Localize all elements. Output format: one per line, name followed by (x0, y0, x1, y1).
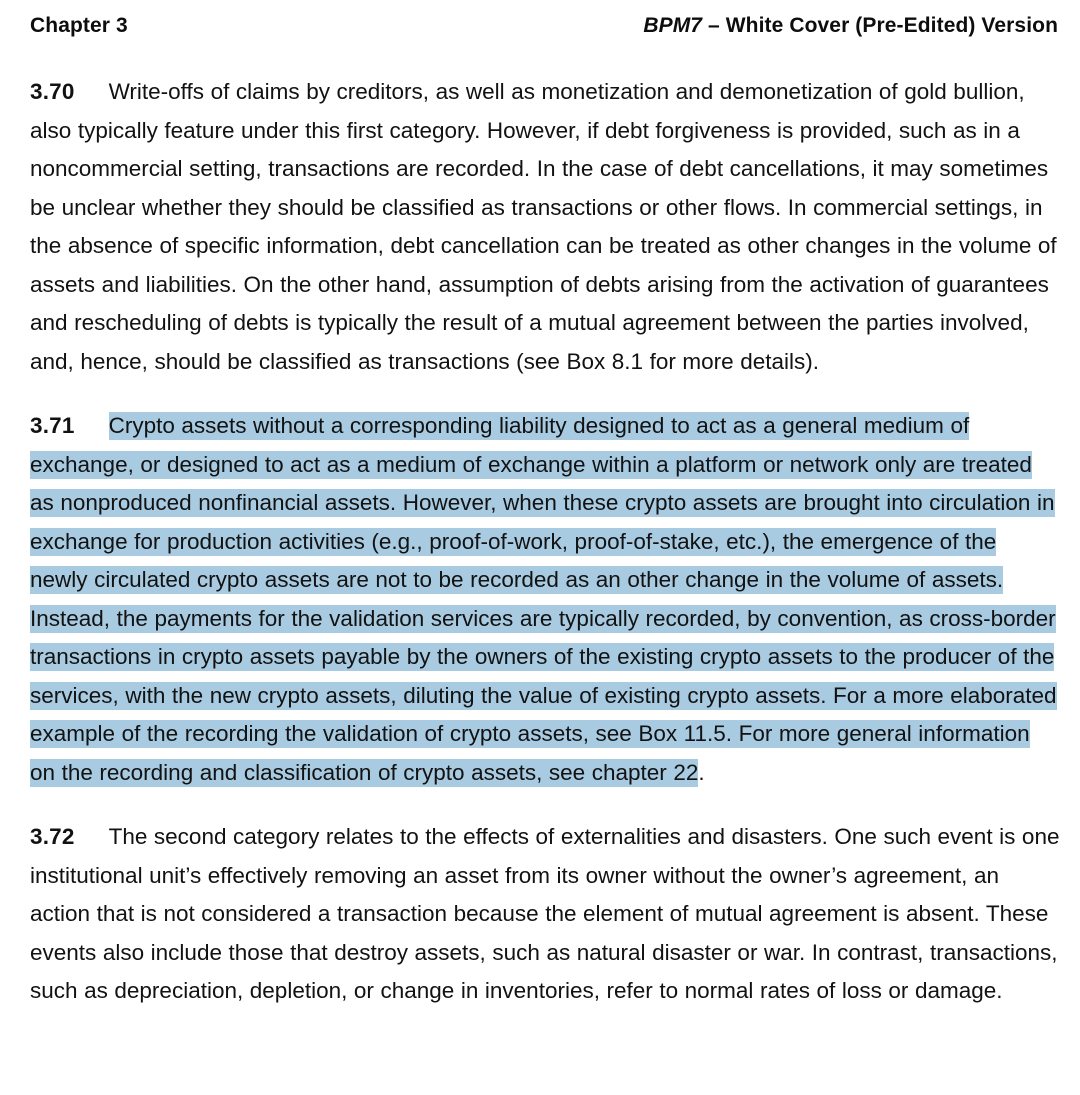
running-head-edition: – White Cover (Pre-Edited) Version (702, 14, 1058, 37)
paragraph-number-3-70: 3.70 (30, 79, 75, 104)
paragraph-3-70 (30, 44, 1060, 381)
running-head-publication: BPM7 (643, 14, 703, 37)
paragraph-3-72-text: The second category relates to the effects of externalities and disasters. One such event is one institutional unit’s effectively removing an asset from its owner without the owner’s agreement, an action that is not considered a transaction because the element of mutual agreement is absent. These events also include those that destroy assets, such as natural disaster or war. In contrast, transactions, such as depreciation, depletion, or change in inventories, refer to normal rates of loss or damage. (30, 824, 1060, 1003)
paragraph-number-3-72: 3.72 (30, 824, 75, 849)
running-head (0, 0, 1080, 44)
paragraph-3-72 (30, 818, 1060, 1011)
paragraph-3-70-text: Write-offs of claims by creditors, as well as monetization and demonetization of gold bullion, also typically feature under this first category. However, if debt forgiveness is provided, such as in a noncommercial setting, transactions are recorded. In the case of debt cancellations, it may sometimes be unclear whether they should be classified as transactions or other flows. In commercial settings, in the absence of specific information, debt cancellation can be treated as other changes in the volume of assets and liabilities. On the other hand, assumption of debts arising from the activation of guarantees and rescheduling of debts is typically the result of a mutual agreement between the parties involved, and, hence, should be classified as transactions (see Box 8.1 for more details). (30, 79, 1057, 374)
paragraph-number-3-71: 3.71 (30, 413, 75, 438)
running-head-right (643, 14, 1058, 38)
highlighted-text-3-71: Crypto assets without a corresponding liability designed to act as a general medium of exchange, or designed to act as a medium of exchange within a platform or network only are treated as nonproduced nonfinancial assets. However, when these crypto assets are brought into circulation in exchange for production activities (e.g., proof-of-work, proof-of-stake, etc.), the emergence of the newly circulated crypto assets are not to be recorded as an other change in the volume of assets. Instead, the payments for the validation services are typically recorded, by convention, as cross-border transactions in crypto assets payable by the owners of the existing crypto assets to the producer of the services, with the new crypto assets, diluting the value of existing crypto assets. For a more elaborated example of the recording the validation of crypto assets, see Box 11.5. For more general information on the recording and classification of crypto assets, see chapter 22 (30, 413, 1057, 785)
paragraph-3-71-trailing: . (698, 759, 705, 785)
paragraph-3-71 (30, 407, 1060, 792)
running-head-left: Chapter 3 (30, 14, 128, 37)
body-text (0, 44, 1080, 1011)
